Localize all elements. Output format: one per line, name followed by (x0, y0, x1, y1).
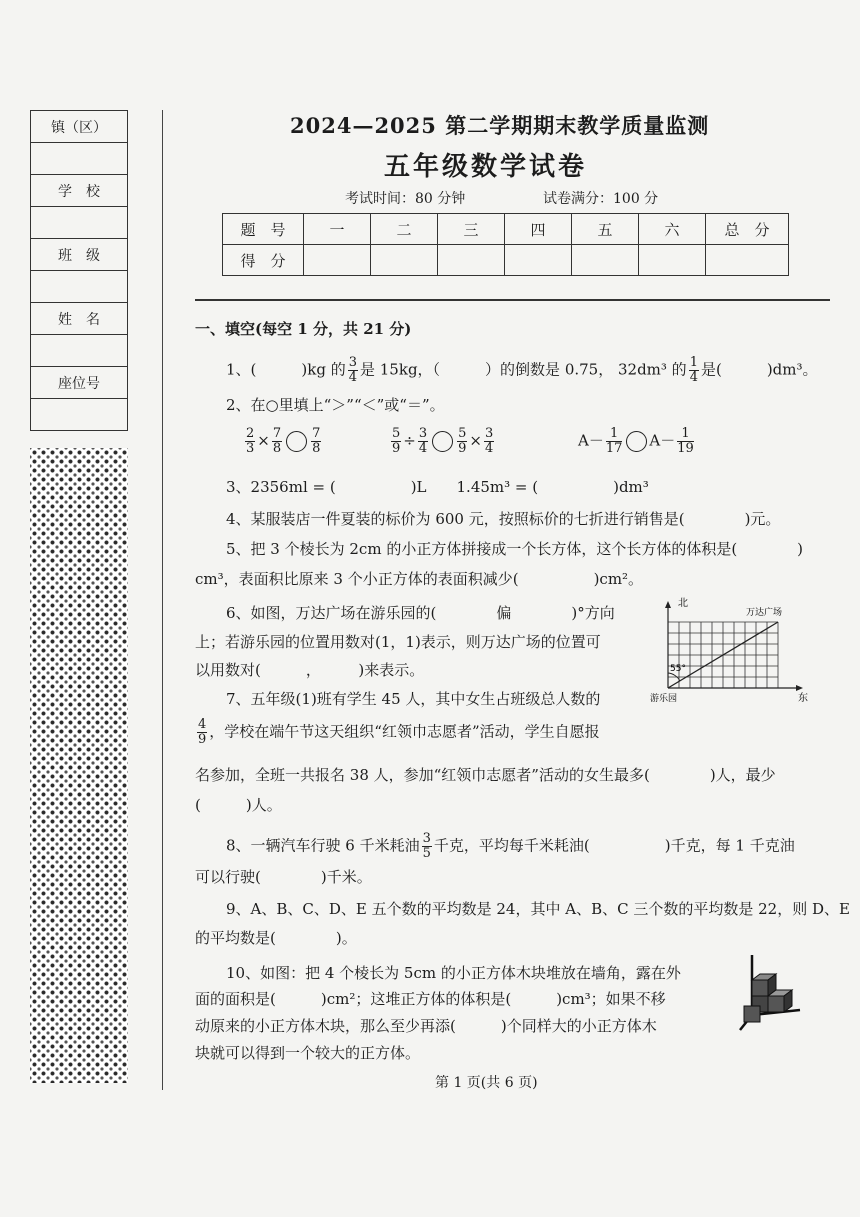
score-header-4: 四 (505, 214, 572, 245)
score-table (222, 213, 789, 276)
q7-fraction (197, 718, 207, 747)
question-7-line-3: 名参加，全班一共报名 38 人，参加“红领巾志愿者”活动的女生最多( )人，最少 (195, 766, 776, 784)
exam-full-score: 试卷满分：100 分 (543, 191, 659, 207)
q8-part-a: 8、一辆汽车行驶 6 千米耗油 (226, 836, 420, 855)
q2e1-num-b: 7 (272, 426, 282, 441)
q2e2-frac-d (484, 427, 494, 456)
q2e3-a-right: A－ (649, 431, 676, 450)
question-7-line-4: ( )人。 (195, 796, 282, 814)
field-name-blank[interactable] (31, 335, 128, 367)
q1-fraction-2 (689, 356, 699, 385)
q2-expression-2 (389, 427, 496, 456)
north-arrow-icon (665, 601, 671, 608)
question-6-line-2: 上；若游乐园的位置用数对(1，1)表示，则万达广场的位置可 (195, 633, 601, 651)
q2e1-den-a: 3 (246, 441, 255, 456)
q2e1-den-b: 8 (272, 441, 282, 456)
q8-numerator: 3 (422, 831, 431, 846)
question-2: 2、在○里填上“＞”“＜”或“＝”。 (226, 396, 445, 414)
q2e1-frac-b (272, 427, 282, 456)
q1-part-c: 是( )dm³。 (700, 360, 818, 379)
question-7-line-2 (195, 718, 600, 747)
direction-map-figure (648, 597, 818, 702)
score-header-6: 六 (639, 214, 706, 245)
q7-text: ，学校在端午节这天组织“红领巾志愿者”活动，学生自愿报 (209, 722, 600, 741)
q2e2-num-c: 5 (458, 426, 467, 441)
section-heading: 一、填空(每空 1 分，共 21 分) (195, 320, 412, 338)
origin-label: 游乐园 (650, 694, 678, 702)
q2e2-den-b: 4 (418, 441, 428, 456)
q2e2-num-a: 5 (392, 426, 401, 441)
question-9-line-1: 9、A、B、C、D、E 五个数的平均数是 24，其中 A、B、C 三个数的平均数是 22，则 D、E (226, 900, 850, 918)
score-header-1: 一 (304, 214, 371, 245)
question-6-line-1: 6、如图，万达广场在游乐园的( 偏 )°方向 (226, 604, 615, 622)
q2e1-num-c: 7 (312, 426, 321, 441)
q7-numerator: 4 (198, 717, 207, 732)
q2e3-den-b: 19 (677, 441, 694, 456)
q2e2-frac-b (418, 427, 428, 456)
compare-circle-3[interactable] (626, 431, 647, 452)
score-header-3: 三 (438, 214, 505, 245)
student-info-box (30, 110, 128, 431)
field-class: 班 级 (31, 239, 128, 271)
score-cell-total[interactable] (706, 245, 789, 276)
q2e2-frac-c (457, 427, 467, 456)
q2e3-den-a: 17 (605, 441, 623, 456)
score-cell-2[interactable] (371, 245, 438, 276)
q2e1-den-c: 8 (312, 441, 321, 456)
compare-circle-2[interactable] (432, 431, 453, 452)
question-9-line-2: 的平均数是( )。 (195, 929, 357, 947)
q2e2-den-c: 9 (458, 441, 467, 456)
score-header-total: 总 分 (706, 214, 789, 245)
field-town-blank[interactable] (31, 143, 128, 175)
question-1 (226, 356, 818, 385)
q8-fraction (422, 832, 432, 861)
seal-pattern-strip (30, 448, 128, 1083)
q2e1-frac-a (245, 427, 255, 456)
question-8-line-1 (226, 832, 795, 861)
field-class-blank[interactable] (31, 271, 128, 303)
compare-circle-1[interactable] (286, 431, 307, 452)
question-10-line-1: 10、如图：把 4 个棱长为 5cm 的小正方体木块堆放在墙角，露在外 (226, 964, 681, 982)
q1-part-b: 是 15kg，（ ）的倒数是 0.75， 32dm³ 的 (360, 360, 687, 379)
q2e2-op2: × (469, 431, 482, 450)
north-label: 北 (678, 598, 688, 609)
q1-part-a: 1、( )kg 的 (226, 360, 346, 379)
q8-denominator: 5 (422, 846, 431, 861)
angle-label: 55° (670, 664, 686, 674)
q2e3-frac-b (677, 427, 694, 456)
q1-frac2-denominator: 4 (689, 370, 698, 385)
east-label: 东 (798, 693, 808, 702)
field-name: 姓 名 (31, 303, 128, 335)
east-arrow-icon (796, 685, 803, 691)
q2e1-num-a: 2 (246, 426, 255, 441)
q2e2-num-d: 3 (485, 426, 494, 441)
field-town: 镇（区） (31, 111, 128, 143)
score-header-label: 题 号 (223, 214, 304, 245)
q2e3-frac-a (606, 427, 623, 456)
question-7-line-1: 7、五年级(1)班有学生 45 人，其中女生占班级总人数的 (226, 690, 601, 708)
field-school-blank[interactable] (31, 207, 128, 239)
question-4: 4、某服装店一件夏装的标价为 600 元，按照标价的七折进行销售是( )元。 (226, 510, 781, 528)
q2-expression-3 (578, 427, 696, 456)
binding-line (162, 110, 163, 1090)
q1-frac1-numerator: 3 (348, 355, 357, 370)
q1-fraction-1 (348, 356, 358, 385)
exam-time: 考试时间：80 分钟 (345, 191, 466, 207)
q2e1-op: × (257, 431, 270, 450)
page-footer: 第 1 页(共 6 页) (435, 1075, 538, 1091)
question-10-line-3: 动原来的小正方体木块，那么至少再添( )个同样大的小正方体木 (195, 1017, 657, 1035)
field-school: 学 校 (31, 175, 128, 207)
q2e2-den-a: 9 (392, 441, 401, 456)
question-5-line-1: 5、把 3 个棱长为 2cm 的小正方体拼接成一个长方体，这个长方体的体积是( ) (226, 540, 804, 558)
question-8-line-2: 可以行驶( )千米。 (195, 868, 372, 886)
q2-expression-1 (243, 427, 323, 456)
exam-subtitle: 五年级数学试卷 (384, 152, 588, 182)
cube-stack-figure (738, 950, 803, 1035)
q2e3-num-b: 1 (677, 427, 694, 442)
q2e2-num-b: 3 (418, 426, 428, 441)
q2e2-den-d: 4 (485, 441, 494, 456)
question-10-line-4: 块就可以得到一个较大的正方体。 (195, 1044, 421, 1062)
q7-denominator: 9 (198, 732, 207, 747)
question-10-line-2: 面的面积是( )cm²；这堆正方体的体积是( )cm³；如果不移 (195, 990, 666, 1008)
exam-title: 2024—2025 第二学期期末教学质量监测 (290, 113, 710, 138)
score-cell-4[interactable] (505, 245, 572, 276)
q2e2-op1: ÷ (403, 431, 416, 450)
header-divider (195, 299, 830, 301)
field-seat: 座位号 (31, 367, 128, 399)
question-5-line-2: cm³，表面积比原来 3 个小正方体的表面积减少( )cm²。 (195, 570, 644, 588)
score-cell-1[interactable] (304, 245, 371, 276)
q2e3-num-a: 1 (606, 427, 623, 442)
q1-frac1-denominator: 4 (348, 370, 357, 385)
field-seat-blank[interactable] (31, 399, 128, 431)
question-6-line-3: 以用数对( ， )来表示。 (195, 661, 425, 679)
score-cell-6[interactable] (639, 245, 706, 276)
score-header-2: 二 (371, 214, 438, 245)
score-header-5: 五 (572, 214, 639, 245)
score-row-label: 得 分 (223, 245, 304, 276)
target-label: 万达广场 (746, 608, 783, 618)
score-cell-5[interactable] (572, 245, 639, 276)
q2e2-frac-a (391, 427, 401, 456)
q2e1-frac-c (311, 427, 321, 456)
question-3: 3、2356ml = ( )L 1.45m³ = ( )dm³ (226, 478, 649, 496)
student-info-table (30, 110, 128, 431)
q2e3-a-left: A－ (578, 431, 604, 450)
score-cell-3[interactable] (438, 245, 505, 276)
q1-frac2-numerator: 1 (689, 355, 698, 370)
q8-part-b: 千克，平均每千米耗油( )千克，每 1 千克油 (433, 836, 795, 855)
